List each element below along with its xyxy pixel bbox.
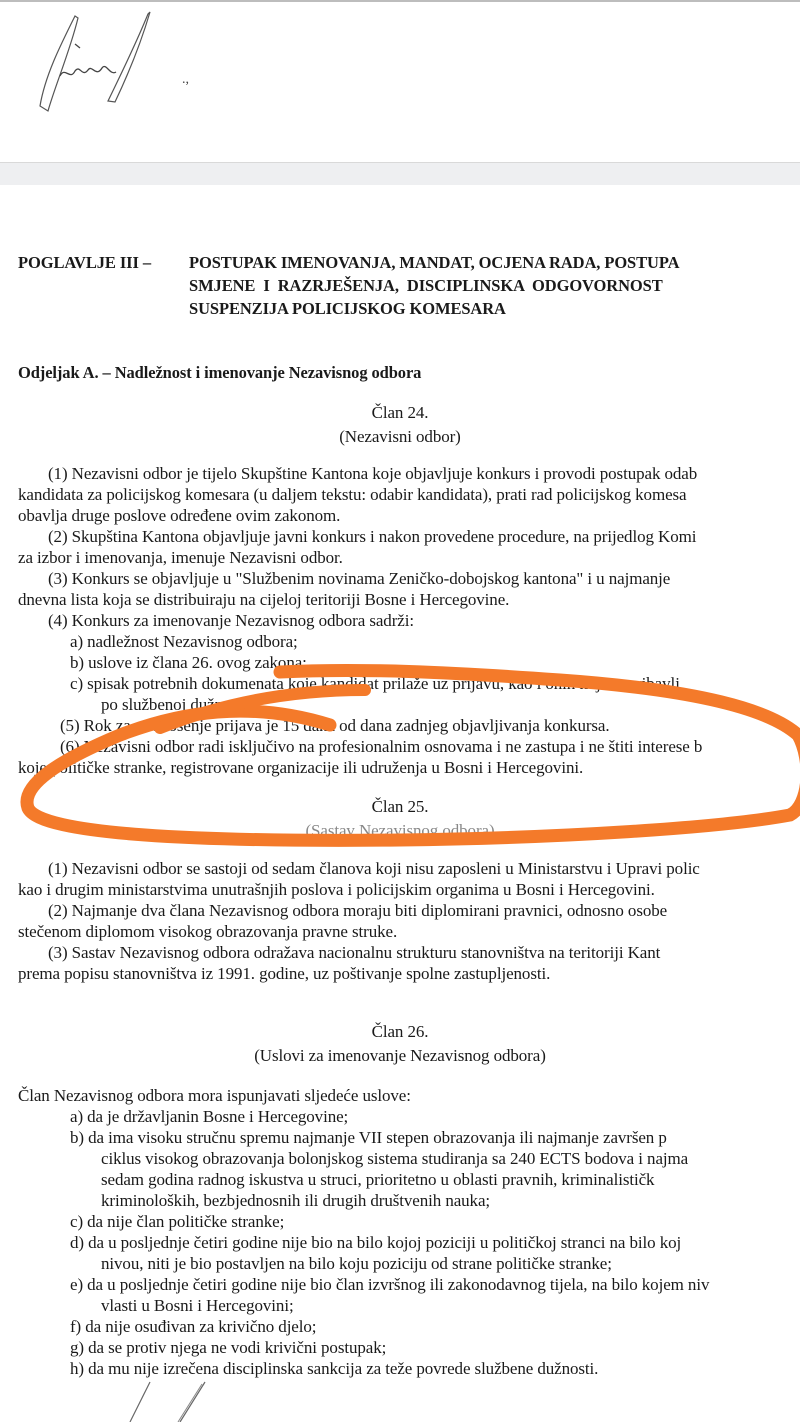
- article-24-subtitle: (Nezavisni odbor): [339, 427, 461, 446]
- document-page: [0, 185, 800, 1422]
- signature-icon: [20, 6, 180, 116]
- article-24-number: Član 24.: [371, 403, 429, 422]
- article-24-paragraph-5: (5) Rok za podnošenje prijava je 15 dana od dana zadnjeg objavljivanja konkursa.: [60, 716, 610, 735]
- list-item-c: c) spisak potrebnih dokumenata koje kandidat prilaže uz prijavu, kao i onih koji se pribavlj: [70, 674, 680, 693]
- chapter-title-line-3: SUSPENZIJA POLICIJSKOG KOMESARA: [189, 299, 506, 318]
- article-24-paragraph-6: (6) Nezavisni odbor radi isključivo na profesionalnim osnovama i ne zastupa i ne štiti interese b: [60, 737, 703, 756]
- article-24-text-line: dnevna lista koja se distribuiraju na cijeloj teritoriji Bosne i Hercegovine.: [18, 590, 510, 609]
- condition-b-cont: ciklus visokog obrazovanja bolonjskog sistema studiranja sa 240 ECTS bodova i najma: [101, 1149, 689, 1168]
- condition-c: c) da nije član političke stranke;: [70, 1212, 285, 1231]
- condition-b-cont: sedam godina radnog iskustva u struci, prioritetno u oblasti pravnih, kriminalističk: [101, 1170, 655, 1189]
- article-25-paragraph-2: (2) Najmanje dva člana Nezavisnog odbora moraju biti diplomirani pravnici, odnosno osobe: [48, 901, 668, 920]
- condition-d-cont: nivou, niti je bio postavljen na bilo koju poziciju od strane političke stranke;: [101, 1254, 612, 1273]
- chapter-label: POGLAVLJE III –: [18, 253, 151, 272]
- article-24-paragraph-2: (2) Skupština Kantona objavljuje javni konkurs i nakon provedene procedure, na prijedlog Komi: [48, 527, 697, 546]
- signature-mark: .,: [182, 72, 189, 87]
- condition-d: d) da u posljednje četiri godine nije bio na bilo kojoj poziciji u političkoj stranci na bilo koj: [70, 1233, 682, 1252]
- article-25-number: Član 25.: [371, 797, 429, 816]
- condition-e-cont: vlasti u Bosni i Hercegovini;: [101, 1296, 294, 1315]
- list-item-c-cont: po službenoj dužnosti: [101, 695, 248, 714]
- article-26-number: Član 26.: [371, 1022, 429, 1041]
- article-24-text-line: kandidata za policijskog komesara (u daljem tekstu: odabir kandidata), prati rad policijskog komesa: [18, 485, 687, 504]
- article-24-paragraph-3: (3) Konkurs se objavljuje u "Službenim novinama Zeničko-dobojskog kantona" i u najmanje: [48, 569, 671, 588]
- page-separator: [0, 162, 800, 186]
- condition-b: b) da ima visoku stručnu spremu najmanje VII stepen obrazovanja ili najmanje završen p: [70, 1128, 667, 1147]
- section-title: Odjeljak A. – Nadležnost i imenovanje Nezavisnog odbora: [18, 363, 422, 382]
- article-24-paragraph-1: (1) Nezavisni odbor je tijelo Skupštine Kantona koje objavljuje konkurs i provodi postupak odab: [48, 464, 698, 483]
- signature-bottom-icon: [110, 1380, 250, 1422]
- condition-h: h) da mu nije izrečena disciplinska sankcija za teže povrede službene dužnosti.: [70, 1359, 599, 1378]
- article-25-paragraph-1: (1) Nezavisni odbor se sastoji od sedam članova koji nisu zaposleni u Ministarstvu i Upravi polic: [48, 859, 700, 878]
- article-25-subtitle: (Sastav Nezavisnog odbora): [305, 821, 495, 840]
- article-26-subtitle: (Uslovi za imenovanje Nezavisnog odbora): [254, 1046, 546, 1065]
- article-25-text-line: stečenom diplomom visokog obrazovanja pravne struke.: [18, 922, 398, 941]
- list-item-b: b) uslove iz člana 26. ovog zakona;: [70, 653, 307, 672]
- article-24-text-line: obavlja druge poslove određene ovim zakonom.: [18, 506, 341, 525]
- article-24-paragraph-4: (4) Konkurs za imenovanje Nezavisnog odbora sadrži:: [48, 611, 414, 630]
- condition-b-cont: kriminoloških, bezbjednosnih ili drugih društvenih nauka;: [101, 1191, 491, 1210]
- condition-f: f) da nije osuđivan za krivično djelo;: [70, 1317, 317, 1336]
- condition-g: g) da se protiv njega ne vodi krivični postupak;: [70, 1338, 387, 1357]
- condition-e: e) da u posljednje četiri godine nije bio član izvršnog ili zakonodavnog tijela, na bilo kojem niv: [70, 1275, 710, 1294]
- chapter-title-line-2: SMJENE I RAZRJEŠENJA, DISCIPLINSKA ODGOVORNOST: [189, 276, 663, 295]
- article-25-paragraph-3: (3) Sastav Nezavisnog odbora odražava nacionalnu strukturu stanovništva na teritoriji Kant: [48, 943, 661, 962]
- condition-a: a) da je državljanin Bosne i Hercegovine;: [70, 1107, 349, 1126]
- article-24-text-line: za izbor i imenovanja, imenuje Nezavisni odbor.: [18, 548, 343, 567]
- article-26-intro: Član Nezavisnog odbora mora ispunjavati sljedeće uslove:: [18, 1086, 411, 1105]
- list-item-a: a) nadležnost Nezavisnog odbora;: [70, 632, 298, 651]
- previous-page-fragment: [0, 0, 800, 164]
- chapter-title-line-1: POSTUPAK IMENOVANJA, MANDAT, OCJENA RADA, POSTUPA: [189, 253, 680, 272]
- article-25-text-line: kao i drugim ministarstvima unutrašnjih poslova i policijskim organima u Bosni i Hercegovini.: [18, 880, 655, 899]
- article-24-text-line: koje političke stranke, registrovane organizacije ili udruženja u Bosni i Hercegovini.: [18, 758, 584, 777]
- article-25-text-line: prema popisu stanovništva iz 1991. godine, uz poštivanje spolne zastupljenosti.: [18, 964, 551, 983]
